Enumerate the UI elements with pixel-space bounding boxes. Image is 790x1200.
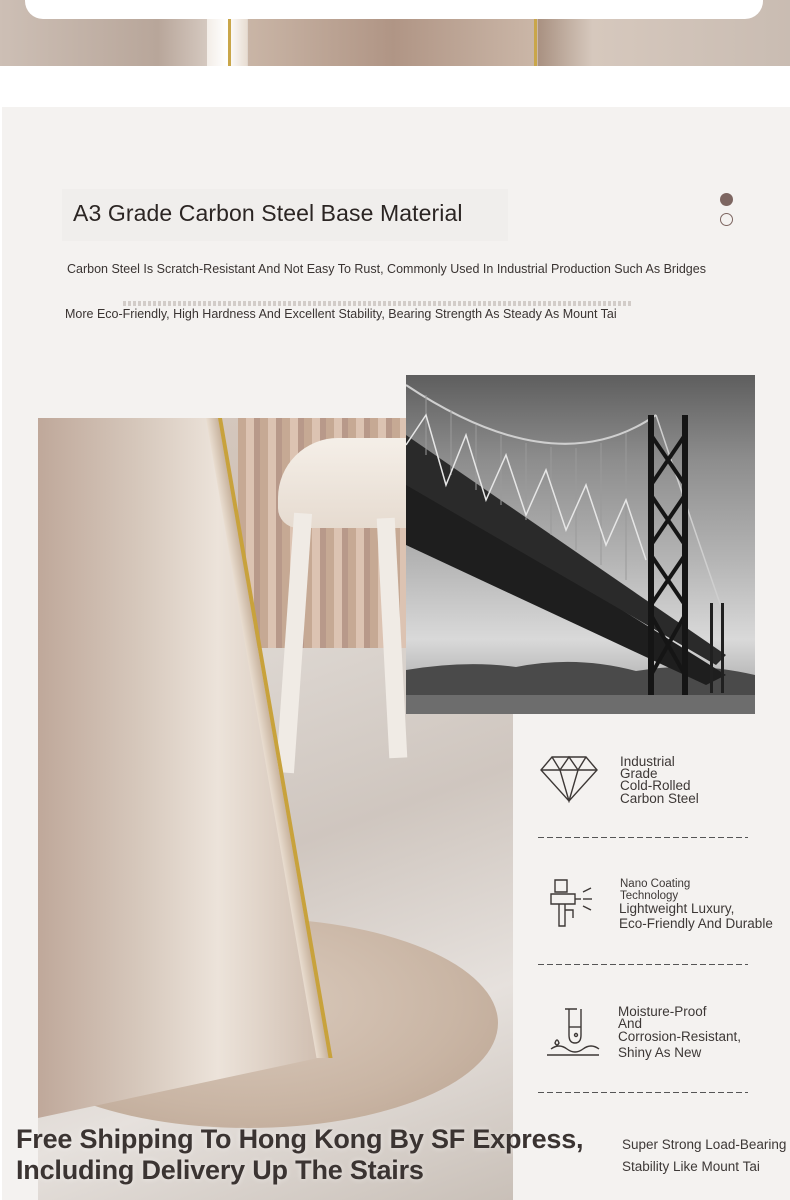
feature-text-3 bbox=[618, 1005, 741, 1061]
feature-line: Corrosion-Resistant, bbox=[618, 1029, 742, 1044]
feature-line: Cold-Rolled bbox=[620, 778, 691, 793]
feature-line: Super Strong Load-Bearing bbox=[622, 1137, 787, 1152]
feature-small-line: Nano Coating bbox=[620, 878, 691, 890]
pagination-dot-2[interactable] bbox=[720, 213, 733, 226]
shipping-line-2: Including Delivery Up The Stairs bbox=[16, 1155, 424, 1185]
top-product-photo-strip bbox=[0, 0, 790, 66]
feature-divider bbox=[538, 1092, 748, 1093]
decorative-divider bbox=[123, 301, 633, 306]
feature-line: Lightweight Luxury, bbox=[619, 901, 735, 916]
bridge-illustration bbox=[406, 375, 755, 714]
pagination-dots bbox=[720, 193, 733, 233]
test-tube-icon bbox=[545, 1005, 601, 1057]
feature-line: Grade bbox=[620, 766, 658, 781]
feature-text-2 bbox=[620, 878, 773, 931]
description-line-1: Carbon Steel Is Scratch-Resistant And Not Easy To Rust, Commonly Used In Industrial Production Such As Bridges bbox=[67, 262, 706, 276]
feature-line: Moisture-Proof bbox=[618, 1004, 707, 1019]
feature-divider bbox=[538, 837, 748, 838]
top-white-card bbox=[25, 0, 763, 19]
shipping-line-1: Free Shipping To Hong Kong By SF Express, bbox=[16, 1124, 584, 1154]
shipping-banner bbox=[16, 1124, 583, 1186]
section-title: A3 Grade Carbon Steel Base Material bbox=[73, 200, 463, 226]
feature-small-line: Technology bbox=[620, 890, 679, 902]
description-line-2: More Eco-Friendly, High Hardness And Excellent Stability, Bearing Strength As Steady As Mount Tai bbox=[65, 307, 617, 321]
feature-line: And bbox=[618, 1016, 643, 1031]
feature-text-4 bbox=[622, 1134, 786, 1178]
diamond-icon bbox=[540, 755, 598, 803]
feature-line: Carbon Steel bbox=[620, 791, 699, 806]
feature-line: Stability Like Mount Tai bbox=[622, 1159, 760, 1174]
pagination-dot-1[interactable] bbox=[720, 193, 733, 206]
feature-divider bbox=[538, 964, 748, 965]
feature-text-1 bbox=[620, 755, 699, 806]
feature-line: Eco-Friendly And Durable bbox=[619, 916, 773, 931]
feature-line: Industrial bbox=[620, 754, 675, 769]
spray-gun-icon bbox=[545, 878, 595, 930]
suspension-bridge-photo bbox=[406, 375, 755, 714]
feature-line: Shiny As New bbox=[618, 1045, 702, 1060]
